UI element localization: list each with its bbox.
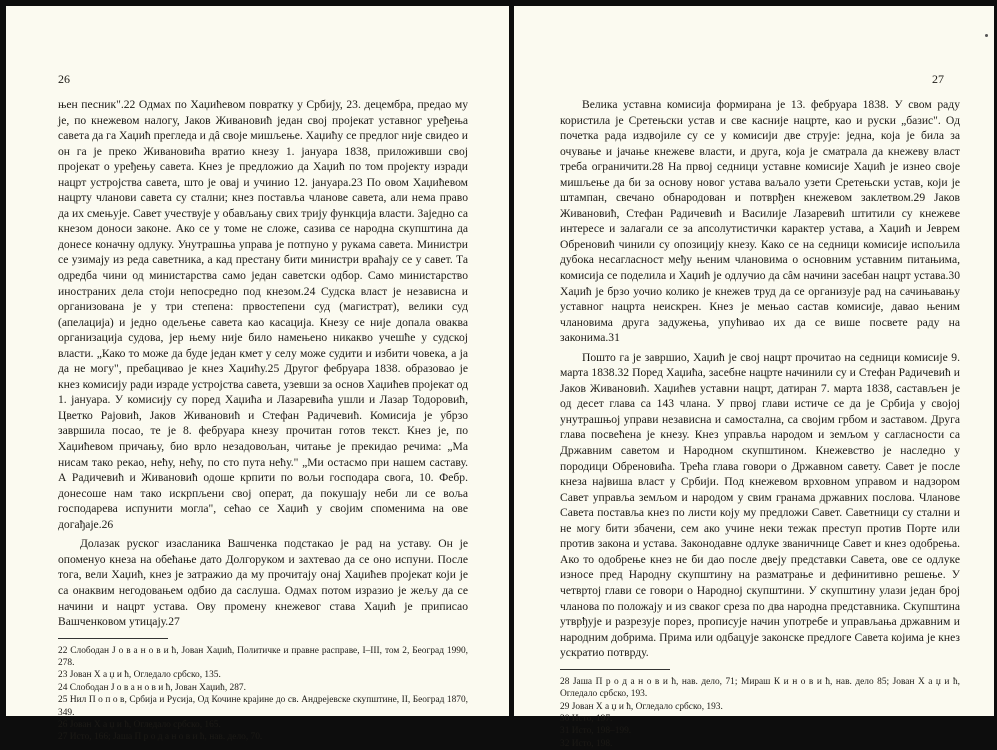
page-number: 27 <box>932 72 944 86</box>
left-page <box>6 6 510 743</box>
right-page <box>514 6 994 749</box>
paragraph: Велика уставна комисија формирана је 13. фебруара 1838. У свом раду користила је Сретењски устав и све касније нацрте, као и руски „базис". Од почетка рада издвојиле су се у комисији две струје: једна, која је била за очување и јачање кнежеве власти, и друга, која је сматрала да кнежеву власт треба ограничити.28 На првој седници уставне комисије Хаџић је изнео своје мишљење да би за основу новог устава ваљало узети Сретењски устав, који је штампан, свечано обнародован и потврђен кнежевом заклетвом.29 Јаков Живановић, Стефан Радичевић и Василије Лазаревић штитили су кнежеве интересе и залагали се за апсолутистички карактер устава, а Хаџић и Јеврем Обреновић чинили су опозицију кнезу. Како се на седници комисије испољила дубока несагласност међу њеним члановима о основним уставним питањима, комисија се поделила и Хаџић је одлучио да сâм начини засебан нацрт устава.30 Хаџић је брзо уочио колико је кнежев труд да се организује рад на сачињавању уставног нацрта неискрен. Кнез је мењао састав комисије, давао њеним члановима друга задужења, упућивао их да се више посвете раду на законима.31 <box>560 98 960 345</box>
footnote: 22 Слободан Ј о в а н о в и ћ, Јован Хаџић, Политичке и правне расправе, I–III, том 2, Београд 1990, 278. <box>58 645 468 668</box>
paragraph: Пошто га је завршио, Хаџић је свој нацрт прочитао на седници комисије 9. марта 1838.32 Поред Хаџића, засебне нацрте начинили су и Стефан Радичевић и Јаков Живановић. Хаџићев уставни нацрт, датиран 7. марта 1838, састављен је од десет глава са 143 члана. У првој глави истиче се да је Србија у својој унутрашњој управи независна и самостална, са својим грбом и заставом. Друга глава посвећена је кнезу. Кнез управља народом и земљом у сагласности са Државним саветом и Народном скупштином. Кнежевство је наследно у породици Обреновића. Трећа глава говори о Државном савету. Савет је после кнеза највиша власт у Србији. Под кнежевом врховном управом и надзором Савет управља земљом и народом у свим гранама државних послова. Чланове Савета поставља кнез по листи коју му предложи Савет. Саветници су стални и не могу бити збачени, сем ако учине неки тежак преступ против Порте или против закона и устава. Законодавне одлуке званичнице Савет и кнез одобрења. Ако то одобрење кнез не би дао после двеју представки Савета, ове се одлуке износе пред Народну скупштину на разматрање и дефинитивно решење. У четвртој глави се говори о Народној скупштини. У скупштину улази један број чланова по положају и из сваког среза по два народна представника. Скупштина утврђује и разрезује порез, прописује начин употребе и управљања државним и народним добрима. Прима или одбацује законске предлоге Савета којима је кнез ускратио потврду. <box>560 350 960 660</box>
footnote: 25 Нил П о п о в, Србија и Русија, Од Кочине крајине до св. Андрејевске скупштине, II, Београд 1870, 349. <box>58 695 468 718</box>
paragraph: Долазак руског изасланика Вашченка подстакао је рад на уставу. Он је опоменуо кнеза на обећање дато Долгоруком и захтевао да се оно испуни. После тога, вели Хаџић, кнез је затражио да му прочитају онај Хаџићев пројекат који је са онаквим негодовањем одбио да саслуша. Одмах потом изразио је жељу да се начини и нацрт устава. Ову промену кнежевог става Хаџић је приписао Вашченковом утицају.27 <box>58 537 468 629</box>
footnote-divider <box>58 638 168 639</box>
footnote: 32 Исто, 198. <box>560 738 613 749</box>
footnote-divider <box>560 669 670 670</box>
footnote: 24 Слободан Ј о в а н о в и ћ, Јован Хаџић, 287. <box>58 682 246 693</box>
paragraph: њен песник".22 Одмах по Хаџићевом повратку у Србију, 23. децембра, предао му је, по кнежевом налогу, Јаков Живановић један свој пројекат уставног уређења савета да га Хаџић прегледа и дâ своје мишљење. Хаџићу се предлог није свидео и он га је преко Живановића вратио кнезу 1. јануара 1838, приложивши свој пројекат о уређењу савета. Кнез је предложио да Хаџић по том пројекту изради нацрт устројства савета, што је овај и учинио 12. јануара.23 По овом Хаџићевом нацрту чланови савета су стални; кнез поставља чланове савета, али нема право да их смењује. Савет учествује у обављању свих трију функција власти. Заједно са кнезом доноси законе. Ако се у томе не сложе, сазива се народна скупштина да донесе коначну одлуку. Унутрашња управа је потпуно у рукама савета. Министри се узимају из реда саветника, а кад престану бити министри враћају се у савет. Та одредба чини од министарства само један саветски одбор. Само министарство иностраних дела стоји непосредно под кнезом.24 Судска власт је независна и организована је у три степена: првостепени суд (магистрат), велики суд (апелација) и једно одељење савета као касација. Кнезу се није допала оваква организација судова, јер њему није било намењено никакво учешће у судској власти. „Како то може да буде један кмет у селу може судити и избити човека, а ја да не могу", пребацивао је кнез Хаџићу.25 Другог фебруара 1838. образовао је кнез комисију ради израде устројства савета, узевши за основ Хаџићев пројекат од 1. јануара. У комисију су поред Хаџића и Лазаревића ушли и Лазар Тодоровић, Цветко Рајовић, Јаков Живановић и Стефан Радичевић. Комисија је убрзо завршила посао, те је 8. фебруара кнезу прочитан готов текст. Кнез је, по Хаџићевом причању, био врло незадовољан, читање је прекидао речима: „Ма нисам тако рекао, нећу, нећу, по сто пута нећу." „Ми остасмо при нашем саставу. А Радичевић и Живановић одоше крпити по вољи господара свога, 10. Фебр. донесоше нам тако искрпљени свој операт, да покушају неби ли се воља господарева испунити могла", сећао се Хаџић у својим споменима на ове догађаје.26 <box>58 98 468 531</box>
footnote: 27 Исто, 166; Јаша П р о д а н о в и ћ, нав. дело, 70. <box>58 732 263 743</box>
footnote: 26 Јован Х а џ и ћ, Огледало србско, 165. <box>58 720 221 731</box>
page-number: 26 <box>58 72 70 86</box>
footnote: 28 Јаша П р о д а н о в и ћ, нав. дело, 71; Мираш К и н о в и ћ, нав. дело 85; Јован Х а џ и ћ, Огледало србско, 193. <box>560 676 960 700</box>
page-body <box>58 97 468 744</box>
footnote: 31 Исто, 198–199. <box>560 726 632 737</box>
footnote: 30 Исто, 197. <box>560 713 613 724</box>
footnote: 29 Јован Х а џ и ћ, Огледало србско, 193. <box>560 701 723 712</box>
page-body <box>560 97 960 750</box>
scan-speck <box>985 34 988 37</box>
footnote: 23 Јован Х а џ и ћ, Огледало србско, 135. <box>58 670 221 681</box>
